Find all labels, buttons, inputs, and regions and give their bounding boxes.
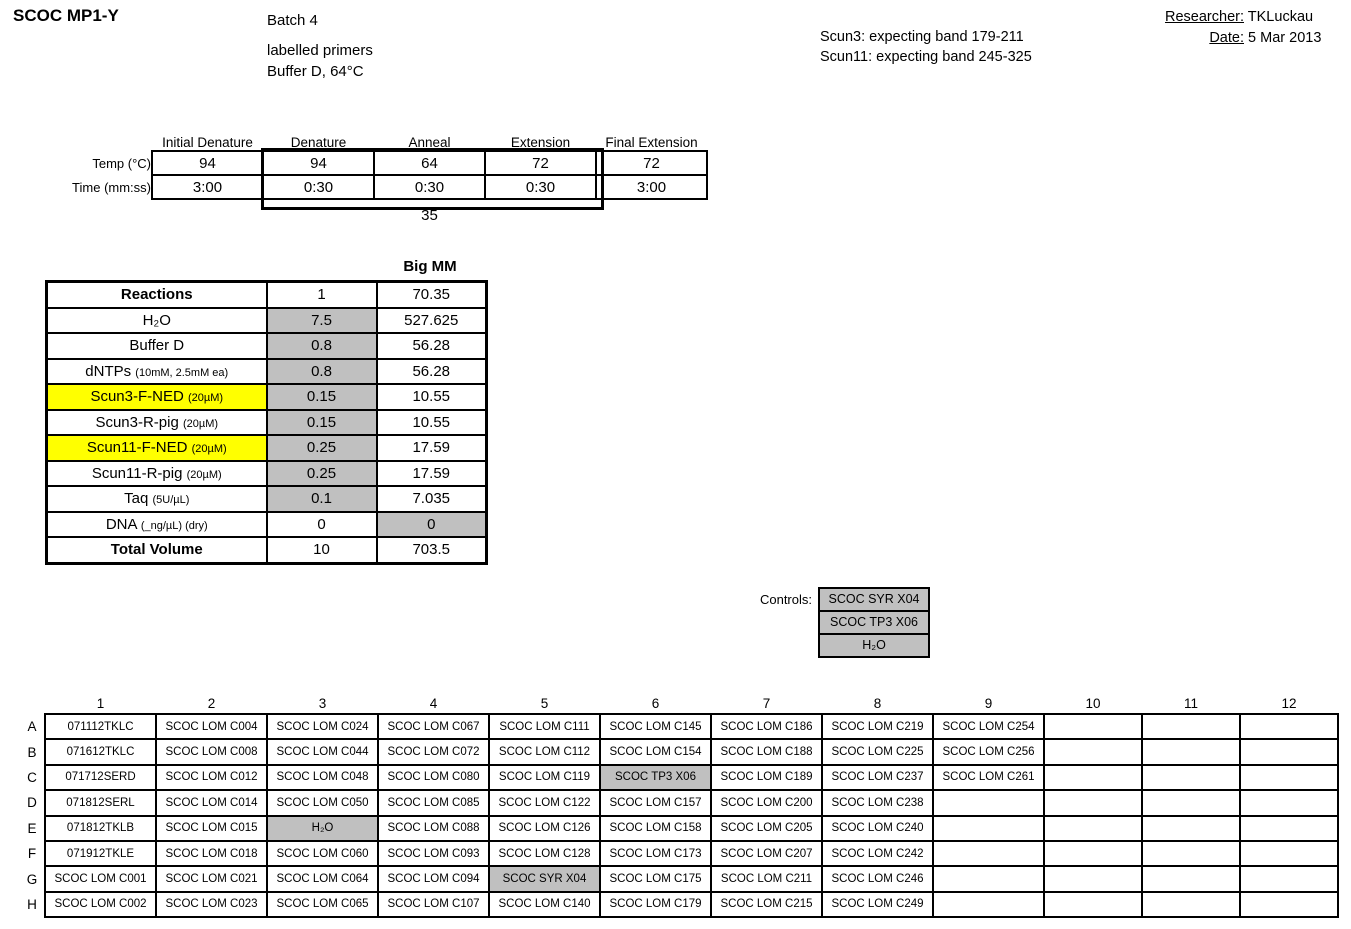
plate-cell-A4: SCOC LOM C067 (378, 714, 489, 739)
plate-cell-C4: SCOC LOM C080 (378, 765, 489, 790)
mm-per-reaction-value: 7.5 (267, 308, 377, 334)
plate-cell-D12 (1240, 790, 1338, 815)
plate-cell-F10 (1044, 841, 1142, 866)
plate-cell-C2: SCOC LOM C012 (156, 765, 267, 790)
plate-cell-G8: SCOC LOM C246 (822, 866, 933, 891)
plate-cell-C5: SCOC LOM C119 (489, 765, 600, 790)
plate-cell-H6: SCOC LOM C179 (600, 892, 711, 917)
mm-reagent-label: Buffer D (47, 333, 267, 359)
plate-cell-D8: SCOC LOM C238 (822, 790, 933, 815)
researcher-line (1158, 7, 1338, 28)
mm-big-mm-value: 17.59 (377, 461, 487, 487)
plate-cell-F2: SCOC LOM C018 (156, 841, 267, 866)
plate-cell-F11 (1142, 841, 1240, 866)
plate-cell-G2: SCOC LOM C021 (156, 866, 267, 891)
plate-cell-F1: 071912TKLE (45, 841, 156, 866)
plate-row-label: C (27, 769, 37, 785)
mm-reagent-label: Scun11-F-NED (20µM) (47, 435, 267, 461)
plate-row-label: D (27, 795, 37, 811)
plate-cell-D10 (1044, 790, 1142, 815)
plate-cell-E9 (933, 816, 1044, 841)
primers-note: labelled primers (267, 42, 373, 59)
plate-cell-D4: SCOC LOM C085 (378, 790, 489, 815)
pcr-corner (40, 124, 152, 151)
control-item: SCOC TP3 X06 (818, 610, 930, 635)
plate-cell-G5: SCOC SYR X04 (489, 866, 600, 891)
plate-cell-D11 (1142, 790, 1240, 815)
pcr-time-value: 3:00 (152, 175, 263, 199)
plate-col-header: 8 (873, 696, 882, 711)
plate-cell-H11 (1142, 892, 1240, 917)
batch-label: Batch 4 (267, 12, 318, 29)
plate-cell-E6: SCOC LOM C158 (600, 816, 711, 841)
mm-per-reaction-value: 0.15 (267, 410, 377, 436)
plate-cell-F3: SCOC LOM C060 (267, 841, 378, 866)
plate-row-label: A (27, 719, 37, 735)
plate-cell-G4: SCOC LOM C094 (378, 866, 489, 891)
pcr-temp-value: 94 (263, 151, 374, 175)
pcr-temp-value: 64 (374, 151, 485, 175)
pcr-time-value: 3:00 (596, 175, 707, 199)
plate-cell-B4: SCOC LOM C072 (378, 739, 489, 764)
mm-reagent-label: Reactions (47, 282, 267, 308)
control-item: SCOC SYR X04 (818, 587, 930, 612)
plate-cell-E1: 071812TKLB (45, 816, 156, 841)
plate-cell-H5: SCOC LOM C140 (489, 892, 600, 917)
plate-cell-E5: SCOC LOM C126 (489, 816, 600, 841)
mm-reagent-label: Scun3-F-NED (20µM) (47, 384, 267, 410)
mm-per-reaction-value: 1 (267, 282, 377, 308)
plate-cell-E10 (1044, 816, 1142, 841)
plate-col-header: 11 (1183, 696, 1198, 711)
pcr-stage-label: Final Extension (605, 135, 698, 150)
plate-cell-F12 (1240, 841, 1338, 866)
plate-cell-G10 (1044, 866, 1142, 891)
mm-reagent-label: Total Volume (47, 537, 267, 563)
plate-cell-D7: SCOC LOM C200 (711, 790, 822, 815)
plate-cell-C11 (1142, 765, 1240, 790)
pcr-stage-label: Initial Denature (162, 135, 253, 150)
plate-col-header: 3 (318, 696, 327, 711)
date-label: Date: (1209, 30, 1244, 46)
plate-cell-H2: SCOC LOM C023 (156, 892, 267, 917)
plate-cell-A9: SCOC LOM C254 (933, 714, 1044, 739)
plate-cell-C12 (1240, 765, 1338, 790)
plate-cell-F5: SCOC LOM C128 (489, 841, 600, 866)
mm-reagent-label: H₂O (47, 308, 267, 334)
plate-cell-D1: 071812SERL (45, 790, 156, 815)
plate-col-header: 12 (1281, 696, 1297, 711)
control-item: H₂O (818, 633, 930, 658)
plate-cell-C3: SCOC LOM C048 (267, 765, 378, 790)
plate-row-label: E (27, 820, 37, 836)
mm-per-reaction-value: 0.25 (267, 435, 377, 461)
pcr-time-value: 0:30 (485, 175, 596, 199)
mm-per-reaction-value: 10 (267, 537, 377, 563)
mm-per-reaction-value: 0.15 (267, 384, 377, 410)
plate-col-header: 7 (762, 696, 771, 711)
plate-cell-A6: SCOC LOM C145 (600, 714, 711, 739)
plate-cell-H12 (1240, 892, 1338, 917)
plate-corner (20, 694, 45, 714)
mm-reagent-label: Taq (5U/µL) (47, 486, 267, 512)
plate-cell-F8: SCOC LOM C242 (822, 841, 933, 866)
mm-big-mm-value: 17.59 (377, 435, 487, 461)
plate-cell-B5: SCOC LOM C112 (489, 739, 600, 764)
plate-cell-G11 (1142, 866, 1240, 891)
mm-big-mm-value: 527.625 (377, 308, 487, 334)
plate-cell-B8: SCOC LOM C225 (822, 739, 933, 764)
plate-cell-D5: SCOC LOM C122 (489, 790, 600, 815)
pcr-temp-value: 72 (485, 151, 596, 175)
plate-cell-D2: SCOC LOM C014 (156, 790, 267, 815)
plate-cell-H10 (1044, 892, 1142, 917)
controls-box (818, 587, 930, 658)
plate-cell-A10 (1044, 714, 1142, 739)
plate-cell-C9: SCOC LOM C261 (933, 765, 1044, 790)
plate-col-header: 4 (429, 696, 438, 711)
plate-cell-G6: SCOC LOM C175 (600, 866, 711, 891)
plate-cell-E7: SCOC LOM C205 (711, 816, 822, 841)
plate-cell-E8: SCOC LOM C240 (822, 816, 933, 841)
pcr-time-value: 0:30 (263, 175, 374, 199)
plate-cell-B1: 071612TKLC (45, 739, 156, 764)
researcher-value: TKLuckau (1247, 9, 1314, 25)
pcr-temp-value: 72 (596, 151, 707, 175)
cycle-count: 35 (421, 207, 438, 224)
mm-big-mm-value: 10.55 (377, 410, 487, 436)
mm-per-reaction-value: 0 (267, 512, 377, 538)
plate-col-header: 1 (96, 696, 105, 711)
plate-cell-H7: SCOC LOM C215 (711, 892, 822, 917)
plate-cell-H9 (933, 892, 1044, 917)
plate-cell-H3: SCOC LOM C065 (267, 892, 378, 917)
pcr-cycle-table (40, 124, 708, 200)
mm-per-reaction-value: 0.8 (267, 359, 377, 385)
buffer-note: Buffer D, 64°C (267, 63, 364, 80)
plate-cell-A11 (1142, 714, 1240, 739)
plate-row-label: B (27, 744, 37, 760)
plate-cell-B12 (1240, 739, 1338, 764)
big-mm-header: Big MM (403, 258, 457, 275)
plate-cell-C7: SCOC LOM C189 (711, 765, 822, 790)
plate-cell-E2: SCOC LOM C015 (156, 816, 267, 841)
mm-big-mm-value: 10.55 (377, 384, 487, 410)
plate-col-header: 5 (540, 696, 549, 711)
plate-cell-A1: 071112TKLC (45, 714, 156, 739)
plate-cell-C1: 071712SERD (45, 765, 156, 790)
plate-cell-A3: SCOC LOM C024 (267, 714, 378, 739)
plate-col-header: 9 (984, 696, 993, 711)
plate-cell-G1: SCOC LOM C001 (45, 866, 156, 891)
sheet-title: SCOC MP1-Y (13, 6, 119, 25)
mm-big-mm-value: 70.35 (377, 282, 487, 308)
pcr-temp-value: 94 (152, 151, 263, 175)
plate-cell-C10 (1044, 765, 1142, 790)
plate-cell-B3: SCOC LOM C044 (267, 739, 378, 764)
plate-cell-D3: SCOC LOM C050 (267, 790, 378, 815)
plate-col-header: 6 (651, 696, 660, 711)
mm-big-mm-value: 7.035 (377, 486, 487, 512)
plate-cell-H4: SCOC LOM C107 (378, 892, 489, 917)
mm-reagent-label: Scun3-R-pig (20µM) (47, 410, 267, 436)
scun3-band-note: Scun3: expecting band 179-211 (820, 29, 1024, 45)
plate-cell-G7: SCOC LOM C211 (711, 866, 822, 891)
plate-cell-B6: SCOC LOM C154 (600, 739, 711, 764)
plate-cell-F9 (933, 841, 1044, 866)
plate-cell-D6: SCOC LOM C157 (600, 790, 711, 815)
pcr-row-label-temp: Temp (°C) (92, 155, 151, 171)
plate-cell-E4: SCOC LOM C088 (378, 816, 489, 841)
mm-reagent-label: DNA (_ng/µL) (dry) (47, 512, 267, 538)
plate-cell-F6: SCOC LOM C173 (600, 841, 711, 866)
plate-cell-B10 (1044, 739, 1142, 764)
pcr-stage-label: Denature (290, 135, 347, 150)
mm-big-mm-value: 56.28 (377, 333, 487, 359)
plate-col-header: 2 (207, 696, 216, 711)
scun11-band-note: Scun11: expecting band 245-325 (820, 49, 1032, 65)
plate-cell-C8: SCOC LOM C237 (822, 765, 933, 790)
mm-big-mm-value: 56.28 (377, 359, 487, 385)
mm-reagent-label: dNTPs (10mM, 2.5mM ea) (47, 359, 267, 385)
mm-per-reaction-value: 0.25 (267, 461, 377, 487)
plate-cell-G3: SCOC LOM C064 (267, 866, 378, 891)
plate-cell-E3: H₂O (267, 816, 378, 841)
plate-cell-E11 (1142, 816, 1240, 841)
plate-row-label: H (27, 896, 37, 912)
plate-cell-B9: SCOC LOM C256 (933, 739, 1044, 764)
plate-cell-B2: SCOC LOM C008 (156, 739, 267, 764)
pcr-time-value: 0:30 (374, 175, 485, 199)
plate-map-table (20, 694, 1339, 918)
pcr-stage-label: Extension (510, 135, 571, 150)
master-mix-table (45, 280, 488, 565)
plate-cell-F4: SCOC LOM C093 (378, 841, 489, 866)
pcr-row-label-time: Time (mm:ss) (72, 179, 151, 195)
plate-cell-B11 (1142, 739, 1240, 764)
researcher-label: Researcher: (1165, 9, 1244, 25)
plate-cell-H1: SCOC LOM C002 (45, 892, 156, 917)
plate-cell-A5: SCOC LOM C111 (489, 714, 600, 739)
plate-row-label: F (27, 846, 37, 862)
date-value: 5 Mar 2013 (1248, 30, 1322, 46)
researcher-date-block (1158, 7, 1338, 49)
pcr-stage-label: Anneal (408, 135, 451, 150)
mm-big-mm-value: 703.5 (377, 537, 487, 563)
controls-label: Controls: (759, 592, 812, 607)
plate-cell-E12 (1240, 816, 1338, 841)
plate-cell-A12 (1240, 714, 1338, 739)
date-line (1158, 28, 1338, 49)
plate-cell-D9 (933, 790, 1044, 815)
mm-reagent-label: Scun11-R-pig (20µM) (47, 461, 267, 487)
plate-cell-A8: SCOC LOM C219 (822, 714, 933, 739)
plate-cell-G12 (1240, 866, 1338, 891)
plate-cell-A2: SCOC LOM C004 (156, 714, 267, 739)
mm-per-reaction-value: 0.8 (267, 333, 377, 359)
plate-cell-H8: SCOC LOM C249 (822, 892, 933, 917)
plate-col-header: 10 (1085, 696, 1101, 711)
plate-cell-C6: SCOC TP3 X06 (600, 765, 711, 790)
mm-per-reaction-value: 0.1 (267, 486, 377, 512)
plate-cell-G9 (933, 866, 1044, 891)
plate-cell-A7: SCOC LOM C186 (711, 714, 822, 739)
plate-cell-F7: SCOC LOM C207 (711, 841, 822, 866)
plate-cell-B7: SCOC LOM C188 (711, 739, 822, 764)
plate-row-label: G (26, 871, 38, 887)
mm-big-mm-value: 0 (377, 512, 487, 538)
